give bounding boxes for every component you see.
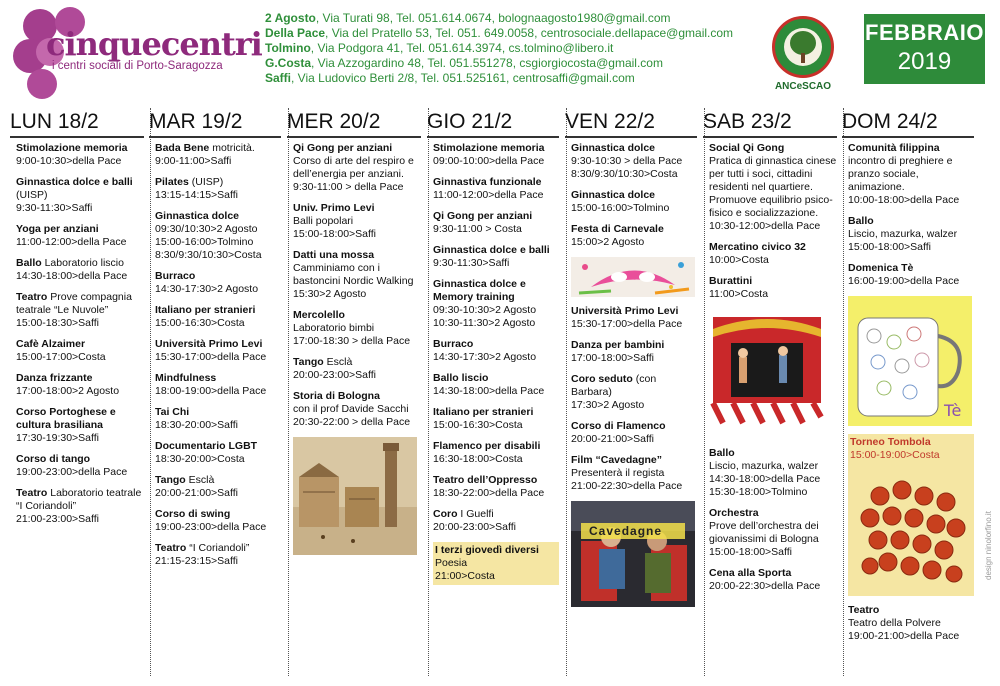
ancescao-emblem <box>772 16 834 78</box>
event-title: Orchestra <box>709 507 759 519</box>
month-label: FEBBRAIO <box>865 20 984 45</box>
event-note: motricità. <box>209 142 255 154</box>
event-detail: 15:00-16:00>Tolmino <box>155 236 254 248</box>
event-item <box>293 390 421 429</box>
event-title: Qi Gong per anziani <box>433 210 533 222</box>
event-title: Ginnastica dolce e balli <box>433 244 550 256</box>
event-detail: 10:00>Costa <box>709 254 769 266</box>
event-title: Teatro dell’Oppresso <box>433 474 538 486</box>
event-detail: 11:00-12:00>della Pace <box>16 236 127 248</box>
event-item <box>293 356 421 382</box>
event-detail: 15:00-17:00>Costa <box>16 351 106 363</box>
event-note: “I Coriandoli” <box>186 542 250 554</box>
event-detail: 13:15-14:15>Saffi <box>155 189 239 201</box>
event-title: Datti una mossa <box>293 249 375 261</box>
event-item <box>16 257 144 283</box>
event-detail: Prove dell’orchestra dei giovanissimi di Bologna <box>709 520 819 545</box>
event-detail: 15:00-16:00>Tolmino <box>571 202 670 214</box>
event-item <box>709 275 837 301</box>
event-detail: 14:30-18:00>della Pace <box>709 473 821 485</box>
event-title: Ballo <box>16 257 42 269</box>
day-column <box>842 108 974 684</box>
event-item <box>571 339 697 365</box>
event-title: Tango <box>155 474 186 486</box>
event-detail: 9:30-11:30>Saffi <box>433 257 510 269</box>
event-detail: 09:30/10:30>2 Agosto <box>155 223 258 235</box>
carnival-mask-picture <box>571 257 697 297</box>
event-title: Ginnastica dolce <box>155 210 240 222</box>
center-line: Saffi, Via Ludovico Berti 2/8, Tel. 051.525161, centrosaffi@gmail.com <box>265 71 635 85</box>
event-detail: Balli popolari <box>293 215 354 227</box>
event-title: Università Primo Levi <box>571 305 679 317</box>
event-detail: Liscio, mazurka, walzer <box>709 460 819 472</box>
puppet-theater-picture <box>709 309 837 427</box>
event-title: Mindfulness <box>155 372 217 384</box>
event-detail: 15:00-18:00>Saffi <box>709 546 793 558</box>
event-title: Flamenco per disabili <box>433 440 541 452</box>
event-item <box>571 189 697 215</box>
event-detail: 15:00-18:30>Saffi <box>16 317 100 329</box>
event-item <box>433 542 559 585</box>
event-item <box>848 262 974 288</box>
event-detail: 18:30-22:00>della Pace <box>433 487 545 499</box>
event-detail: 15:00>2 Agosto <box>571 236 645 248</box>
event-title: Teatro <box>16 291 48 303</box>
event-detail: 15:00-16:30>Costa <box>155 317 245 329</box>
day-events <box>703 136 837 682</box>
event-detail: 20:00-23:00>Saffi <box>433 521 517 533</box>
event-title: Teatro <box>16 487 48 499</box>
event-note: (con Barbara) <box>571 373 657 398</box>
event-item <box>433 474 559 500</box>
event-note: (UISP) <box>188 176 224 188</box>
event-title: Torneo Tombola <box>850 436 931 448</box>
event-title: Mercolello <box>293 309 345 321</box>
event-detail: 9:00-10:30>della Pace <box>16 155 122 167</box>
event-title: Danza per bambini <box>571 339 665 351</box>
event-item <box>709 567 837 593</box>
event-detail: 20:30-22:00 > della Pace <box>293 416 411 428</box>
event-detail: (UISP) <box>16 189 48 201</box>
event-item <box>293 249 421 301</box>
event-item <box>571 454 697 493</box>
event-item <box>16 372 144 398</box>
center-line: G.Costa, Via Azzogardino 48, Tel. 051.551278, csgiorgiocosta@gmail.com <box>265 56 663 70</box>
event-title: Ballo liscio <box>433 372 489 384</box>
event-title: Stimolazione memoria <box>433 142 545 154</box>
event-detail: 21:00-22:30>della Pace <box>571 480 683 492</box>
event-detail: Camminiamo con i bastoncini Nordic Walking <box>293 262 414 287</box>
event-detail: 14:30-18:00>della Pace <box>433 385 545 397</box>
day-heading: DOM 24/2 <box>842 110 938 133</box>
event-detail: 19:00-23:00>della Pace <box>16 466 128 478</box>
event-detail: 8:30/9:30/10:30>Costa <box>571 168 678 180</box>
event-title: Mercatino civico 32 <box>709 241 806 253</box>
event-item <box>709 241 837 267</box>
day-events <box>287 136 421 682</box>
event-detail: 9:30-10:30 > della Pace <box>571 155 683 167</box>
event-title: Italiano per stranieri <box>433 406 534 418</box>
event-item <box>709 507 837 559</box>
event-title: Bada Bene <box>155 142 210 154</box>
event-detail: 09:30-10:30>2 Agosto <box>433 304 537 316</box>
event-item <box>155 372 281 398</box>
event-item <box>571 373 697 412</box>
event-item <box>155 542 281 568</box>
event-title: Cena alla Sporta <box>709 567 792 579</box>
event-item <box>155 210 281 262</box>
center-line: 2 Agosto, Via Turati 98, Tel. 051.614.0674, bolognaagosto1980@gmail.com <box>265 11 671 25</box>
day-heading: GIO 21/2 <box>427 110 513 133</box>
event-detail: 15:00-18:00>Saffi <box>848 241 932 253</box>
event-note: I Guelfi <box>457 508 494 520</box>
event-item <box>155 406 281 432</box>
svg-text:Tè: Tè <box>944 401 962 420</box>
event-item <box>433 176 559 202</box>
event-title: Social Qi Gong <box>709 142 785 154</box>
event-detail: 17:30>2 Agosto <box>571 399 645 411</box>
event-detail: con il prof Davide Sacchi <box>293 403 409 415</box>
ancescao-label: ANCeSCAO <box>774 81 832 92</box>
day-column <box>703 108 837 684</box>
day-events <box>565 136 697 682</box>
event-item <box>155 270 281 296</box>
event-detail: Presenterà il regista <box>571 467 665 479</box>
event-detail: Corso di arte del respiro e dell’energia per anziani. <box>293 155 414 180</box>
event-item <box>571 305 697 331</box>
event-title: Film “Cavedagne” <box>571 454 663 466</box>
event-title: Pilates <box>155 176 189 188</box>
event-detail: 15:00-16:30>Costa <box>433 419 523 431</box>
event-detail: 14:30-17:30>2 Agosto <box>433 351 537 363</box>
day-column <box>10 108 144 684</box>
day-column <box>565 108 697 684</box>
event-item <box>848 142 974 207</box>
event-detail: 14:30-17:30>2 Agosto <box>155 283 259 295</box>
event-title: Ballo <box>709 447 735 459</box>
event-item <box>571 223 697 249</box>
event-item <box>571 142 697 181</box>
event-item <box>850 436 972 462</box>
event-title: Coro <box>433 508 458 520</box>
event-title: Burraco <box>155 270 196 282</box>
event-item <box>155 474 281 500</box>
event-item <box>16 487 144 526</box>
event-detail: Laboratorio bimbi <box>293 322 375 334</box>
event-detail: 20:00-21:00>Saffi <box>571 433 655 445</box>
day-column <box>149 108 281 684</box>
event-note: Esclà <box>323 356 353 368</box>
day-column <box>427 108 559 684</box>
event-item <box>433 406 559 432</box>
ancescao-logo <box>768 16 838 92</box>
event-title: Qi Gong per anziani <box>293 142 393 154</box>
event-detail: incontro di preghiere e pranzo sociale, animazione. <box>848 155 953 193</box>
event-detail: 9:00-11:00>Saffi <box>155 155 232 167</box>
event-detail: 10:30-11:30>2 Agosto <box>433 317 536 329</box>
event-item <box>155 508 281 534</box>
event-item <box>848 604 974 643</box>
tombola-block <box>848 434 974 596</box>
event-item <box>155 338 281 364</box>
event-detail: 18:30-20:00>Costa <box>155 453 245 465</box>
event-title: Cafè Alzaimer <box>16 338 86 350</box>
event-detail: 20:00-21:00>Saffi <box>155 487 239 499</box>
logo-subtitle: i centri sociali di Porto-Saragozza <box>52 60 223 72</box>
event-item <box>433 244 559 270</box>
event-item <box>709 142 837 233</box>
event-title: Univ. Primo Levi <box>293 202 375 214</box>
event-title: Corso di swing <box>155 508 231 520</box>
event-detail: 15:30-18:00>Tolmino <box>709 486 808 498</box>
event-title: Tango <box>293 356 324 368</box>
event-detail: 11:00-12:00>della Pace <box>433 189 544 201</box>
event-item <box>155 142 281 168</box>
event-detail: 17:30-19:30>Saffi <box>16 432 100 444</box>
event-title: Corso di Flamenco <box>571 420 666 432</box>
center-line: Della Pace, Via del Pratello 53, Tel. 051. 649.0058, centrosociale.dellapace@gmail.com <box>265 26 734 40</box>
event-title: Coro seduto <box>571 373 633 385</box>
day-events <box>427 136 559 682</box>
event-item <box>16 223 144 249</box>
event-detail: 9:30-11:00 > Costa <box>433 223 522 235</box>
event-title: Domenica Tè <box>848 262 914 274</box>
day-heading: MER 20/2 <box>287 110 381 133</box>
event-item <box>433 338 559 364</box>
event-title: Ginnastica dolce <box>571 189 656 201</box>
event-detail: 21:00-23:00>Saffi <box>16 513 100 525</box>
event-title: Tai Chi <box>155 406 190 418</box>
event-title: Università Primo Levi <box>155 338 263 350</box>
event-item <box>155 176 281 202</box>
event-item <box>709 447 837 499</box>
event-title: Burraco <box>433 338 474 350</box>
event-note: Laboratorio liscio <box>41 257 124 269</box>
day-events <box>10 136 144 682</box>
event-note: Prove compagnia teatrale “Le Nuvole” <box>16 291 132 316</box>
event-title: Storia di Bologna <box>293 390 380 402</box>
event-item <box>293 309 421 348</box>
event-title: Teatro <box>155 542 187 554</box>
event-title: Ginnastica dolce e Memory training <box>433 278 526 303</box>
event-item <box>433 372 559 398</box>
tea-mug-picture <box>848 296 974 426</box>
year-label: 2019 <box>897 48 952 75</box>
design-credit: design ninolorfino.it <box>984 511 993 580</box>
event-title: Ginnastica dolce e balli <box>16 176 133 188</box>
event-note: Laboratorio teatrale “I Coriandoli” <box>16 487 142 512</box>
event-detail: 09:00-10:00>della Pace <box>433 155 545 167</box>
event-note: Esclà <box>185 474 215 486</box>
event-detail: 18:30-20:00>Saffi <box>155 419 239 431</box>
event-item <box>433 210 559 236</box>
day-events <box>149 136 281 682</box>
event-detail: 21:00>Costa <box>435 570 495 582</box>
event-detail: 20:00-22:30>della Pace <box>709 580 821 592</box>
event-detail: 9:30-11:00 > della Pace <box>293 181 404 193</box>
event-item <box>433 440 559 466</box>
event-title: Danza frizzante <box>16 372 93 384</box>
event-detail: 17:00-18:00>2 Agosto <box>16 385 120 397</box>
day-heading: SAB 23/2 <box>703 110 792 133</box>
event-detail: 16:30-18:00>Costa <box>433 453 523 465</box>
day-heading: LUN 18/2 <box>10 110 99 133</box>
event-item <box>16 338 144 364</box>
event-detail: 19:00-21:00>della Pace <box>848 630 960 642</box>
event-title: Corso Portoghese e cultura brasiliana <box>16 406 116 431</box>
event-detail: 10:30-12:00>della Pace <box>709 220 821 232</box>
event-item <box>571 420 697 446</box>
event-title: Yoga per anziani <box>16 223 99 235</box>
tombola-chips-picture <box>850 466 972 594</box>
bologna-picture <box>293 437 421 555</box>
event-detail: 19:00-23:00>della Pace <box>155 521 267 533</box>
event-detail: 21:15-23:15>Saffi <box>155 555 239 567</box>
event-detail: 17:00-18:00>Saffi <box>571 352 655 364</box>
event-title: Corso di tango <box>16 453 91 465</box>
event-item <box>16 176 144 215</box>
event-title: Comunità filippina <box>848 142 940 154</box>
event-item <box>293 142 421 194</box>
event-detail: 16:00-19:00>della Pace <box>848 275 960 287</box>
centers-list <box>265 11 775 86</box>
day-heading: MAR 19/2 <box>149 110 243 133</box>
event-item <box>433 142 559 168</box>
event-detail: 15:30-17:00>della Pace <box>155 351 267 363</box>
event-item <box>848 215 974 254</box>
event-detail: 9:30-11:30>Saffi <box>16 202 93 214</box>
event-title: Ginnastiva funzionale <box>433 176 542 188</box>
event-detail: 11:00>Costa <box>709 288 769 300</box>
event-title: Documentario LGBT <box>155 440 258 452</box>
month-box <box>864 14 985 84</box>
event-detail: Liscio, mazurka, walzer <box>848 228 958 240</box>
event-item <box>16 453 144 479</box>
event-title: Italiano per stranieri <box>155 304 256 316</box>
event-detail: 17:00-18:30 > della Pace <box>293 335 411 347</box>
event-detail: 20:00-23:00>Saffi <box>293 369 377 381</box>
event-item <box>433 508 559 534</box>
event-item <box>293 202 421 241</box>
center-line: Tolmino, Via Podgora 41, Tel. 051.614.3974, cs.tolmino@libero.it <box>265 41 614 55</box>
event-item <box>155 304 281 330</box>
event-item <box>16 406 144 445</box>
event-title: Festa di Carnevale <box>571 223 664 235</box>
film-title-overlay: Cavedagne <box>589 524 663 538</box>
event-detail: Poesia <box>435 557 468 569</box>
event-title: Ballo <box>848 215 874 227</box>
day-events <box>842 136 974 682</box>
event-title: Burattini <box>709 275 753 287</box>
event-item <box>433 278 559 330</box>
event-title: I terzi giovedì diversi <box>435 544 539 556</box>
event-detail: 18:00-19:00>della Pace <box>155 385 267 397</box>
event-detail: 15:30-17:00>della Pace <box>571 318 683 330</box>
event-title: Stimolazione memoria <box>16 142 128 154</box>
event-detail: 10:00-18:00>della Pace <box>848 194 960 206</box>
day-column <box>287 108 421 684</box>
event-title: Teatro <box>848 604 880 616</box>
event-detail: 15:00-19:00>Costa <box>850 449 940 461</box>
event-detail: 14:30-18:00>della Pace <box>16 270 128 282</box>
event-item <box>16 142 144 168</box>
event-item <box>16 291 144 330</box>
day-heading: VEN 22/2 <box>565 110 655 133</box>
event-detail: Teatro della Polvere <box>848 617 941 629</box>
event-detail: 8:30/9:30/10:30>Costa <box>155 249 262 261</box>
logo-wordmark: cinquecentri <box>46 25 262 63</box>
event-detail: Pratica di ginnastica cinese per tutti i soci, cittadini residenti nel quartiere. Promuove equilibrio psico-fisico e socializzazione. <box>709 155 837 219</box>
event-item <box>155 440 281 466</box>
event-detail: 15:30>2 Agosto <box>293 288 367 300</box>
event-detail: 15:00-18:00>Saffi <box>293 228 377 240</box>
event-title: Ginnastica dolce <box>571 142 656 154</box>
cavedagne-film-still <box>571 501 697 607</box>
